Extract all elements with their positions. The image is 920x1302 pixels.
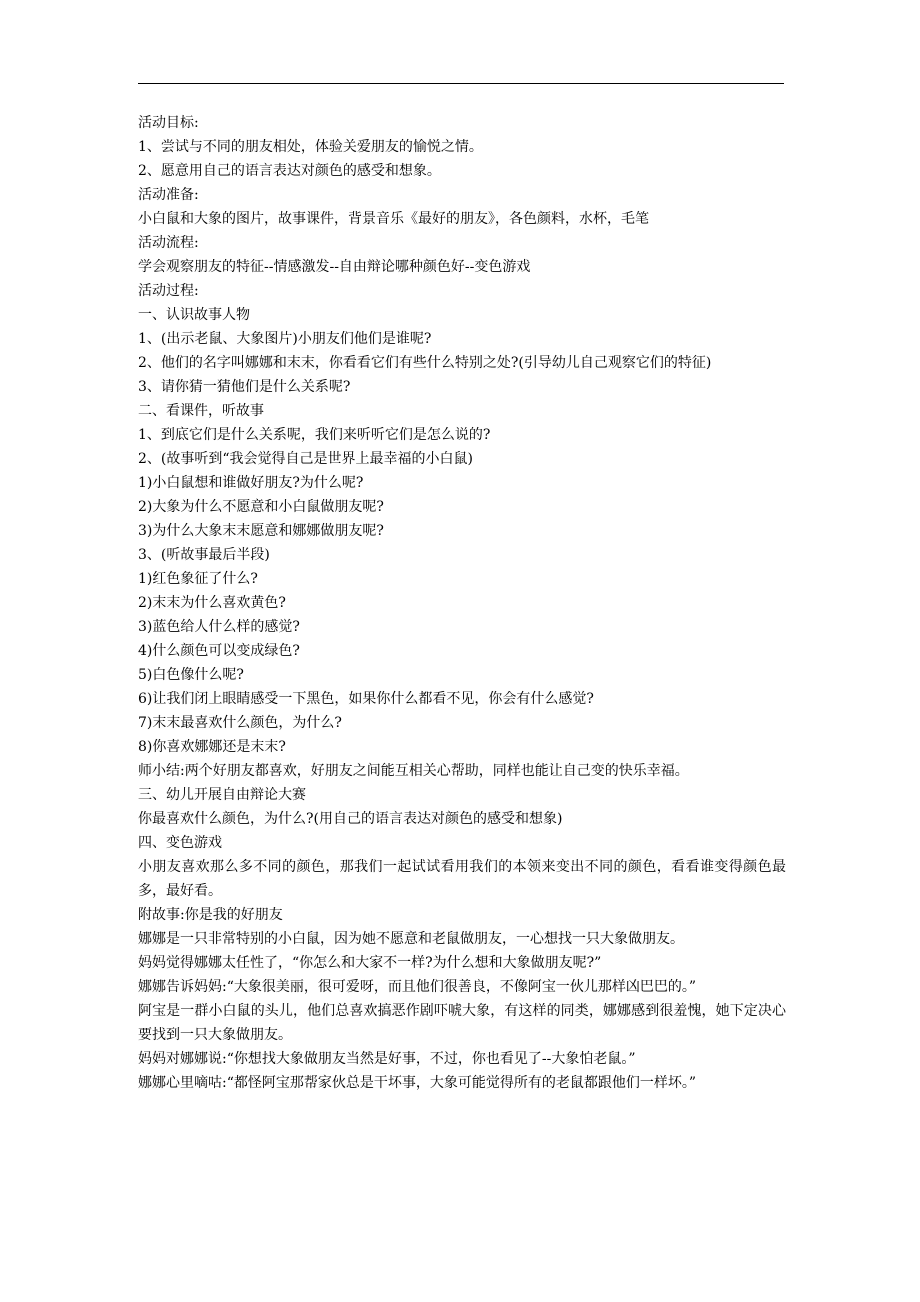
question-item: 2)大象为什么不愿意和小白鼠做朋友呢? <box>138 499 384 515</box>
process-item: 2、(故事听到“我会觉得自己是世界上最幸福的小白鼠) <box>138 451 473 467</box>
process-item: 1、到底它们是什么关系呢，我们来听听它们是怎么说的? <box>138 427 491 443</box>
heading-flow: 活动流程: <box>138 235 199 251</box>
story-paragraph: 妈妈对娜娜说:“你想找大象做朋友当然是好事，不过，你也看见了--大象怕老鼠。” <box>138 1051 636 1067</box>
question-item: 4)什么颜色可以变成绿色? <box>138 643 300 659</box>
process-item: 1、(出示老鼠、大象图片)小朋友们他们是谁呢? <box>138 331 432 347</box>
question-item: 5)白色像什么呢? <box>138 667 244 683</box>
debate-text: 你最喜欢什么颜色，为什么?(用自己的语言表达对颜色的感受和想象) <box>138 811 563 827</box>
process-item: 2、他们的名字叫娜娜和末末，你看看它们有些什么特别之处?(引导幼儿自己观察它们的特征) <box>138 355 712 371</box>
heading-goals: 活动目标: <box>138 115 199 131</box>
question-item: 3)蓝色给人什么样的感觉? <box>138 619 300 635</box>
section-heading: 四、变色游戏 <box>138 835 222 851</box>
section-heading: 三、幼儿开展自由辩论大赛 <box>138 787 306 803</box>
process-item: 3、(听故事最后半段) <box>138 547 270 563</box>
header-rule <box>138 83 784 84</box>
story-paragraph: 娜娜是一只非常特别的小白鼠，因为她不愿意和老鼠做朋友，一心想找一只大象做朋友。 <box>138 931 684 947</box>
story-paragraph: 妈妈觉得娜娜太任性了，“你怎么和大家不一样?为什么想和大象做朋友呢?” <box>138 955 602 971</box>
process-item: 3、请你猜一猜他们是什么关系呢? <box>138 379 351 395</box>
question-item: 6)让我们闭上眼睛感受一下黑色，如果你什么都看不见，你会有什么感觉? <box>138 691 594 707</box>
game-text: 小朋友喜欢那么多不同的颜色，那我们一起试试看用我们的本领来变出不同的颜色，看看谁变得颜色最多，最好看。 <box>138 859 786 899</box>
flow-text: 学会观察朋友的特征--情感激发--自由辩论哪种颜色好--变色游戏 <box>138 259 531 275</box>
question-item: 3)为什么大象末末愿意和娜娜做朋友呢? <box>138 523 384 539</box>
question-item: 8)你喜欢娜娜还是末末? <box>138 739 286 755</box>
heading-preparation: 活动准备: <box>138 187 199 203</box>
question-item: 1)红色象征了什么? <box>138 571 258 587</box>
story-paragraph: 阿宝是一群小白鼠的头儿，他们总喜欢搞恶作剧吓唬大象，有这样的同类，娜娜感到很羞愧，她下定决心要找到一只大象做朋友。 <box>138 1003 786 1043</box>
teacher-summary: 师小结:两个好朋友都喜欢，好朋友之间能互相关心帮助，同样也能让自己变的快乐幸福。 <box>138 763 689 779</box>
question-item: 2)末末为什么喜欢黄色? <box>138 595 286 611</box>
question-item: 7)末末最喜欢什么颜色，为什么? <box>138 715 342 731</box>
story-title: 附故事:你是我的好朋友 <box>138 907 283 923</box>
question-item: 1)小白鼠想和谁做好朋友?为什么呢? <box>138 475 364 491</box>
story-paragraph: 娜娜告诉妈妈:“大象很美丽，很可爱呀，而且他们很善良，不像阿宝一伙儿那样凶巴巴的。” <box>138 979 697 995</box>
document-body <box>138 111 786 1095</box>
story-paragraph: 娜娜心里嘀咕:“都怪阿宝那帮家伙总是干坏事，大象可能觉得所有的老鼠都跟他们一样坏。” <box>138 1075 697 1091</box>
goal-item: 2、愿意用自己的语言表达对颜色的感受和想象。 <box>138 163 441 179</box>
section-heading: 一、认识故事人物 <box>138 307 250 323</box>
preparation-text: 小白鼠和大象的图片，故事课件，背景音乐《最好的朋友》，各色颜料，水杯，毛笔 <box>138 211 649 227</box>
goal-item: 1、尝试与不同的朋友相处，体验关爱朋友的愉悦之情。 <box>138 139 483 155</box>
section-heading: 二、看课件，听故事 <box>138 403 264 419</box>
heading-process: 活动过程: <box>138 283 199 299</box>
